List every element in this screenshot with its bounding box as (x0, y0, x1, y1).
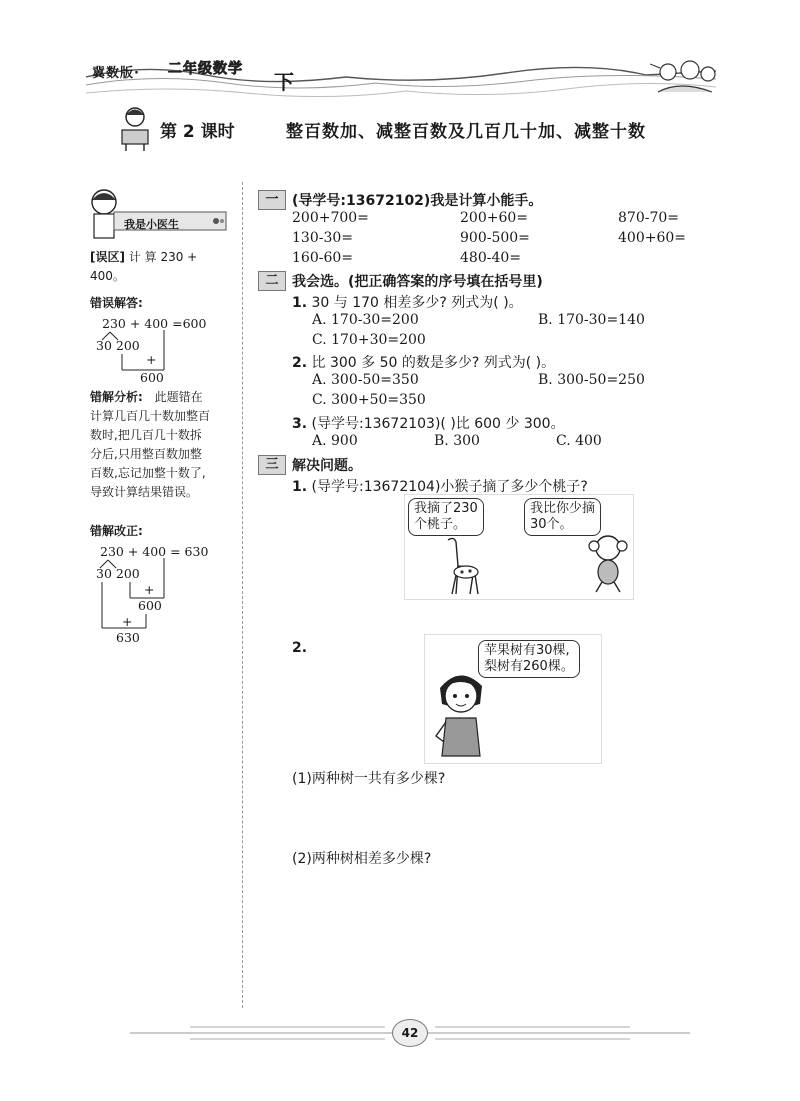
bubble-line: 30个。 (530, 517, 573, 532)
calc-item: 480-40= (460, 250, 521, 266)
girl-speech-bubble (478, 640, 580, 678)
calc-item: 400+60= (618, 230, 686, 246)
section-badge: 二 (258, 271, 286, 291)
question-number: 2. (292, 355, 308, 371)
error-area (90, 248, 232, 286)
wrong-result: 600 (140, 370, 164, 385)
doctor-badge-icon (88, 186, 228, 242)
column-divider (242, 182, 243, 1008)
edition-label: 冀数版· (92, 66, 140, 81)
problem-1 (292, 476, 588, 496)
option-a: A. 300-50=350 (312, 372, 419, 388)
error-area-label: [误区] (90, 250, 125, 264)
calc-item: 200+700= (292, 210, 369, 226)
monkey-speech-bubble (524, 498, 601, 536)
option-c: C. 170+30=200 (312, 332, 426, 348)
analysis-line: 百数,忘记加整十数了, (90, 466, 206, 480)
sidebar-badge-text: 我是小医生 (124, 218, 179, 231)
monkey-icon (586, 532, 630, 594)
question-1 (292, 292, 523, 312)
analysis-line: 数时,把几百几十数拆 (90, 428, 202, 442)
question-number: 3. (292, 416, 308, 432)
section-badge: 三 (258, 455, 286, 475)
calc-item: 160-60= (292, 250, 353, 266)
analysis-line: 此题错在 (154, 390, 203, 404)
page-number: 42 (392, 1019, 428, 1047)
fix-result: 630 (116, 630, 140, 645)
option-c: C. 400 (556, 433, 602, 449)
bubble-line: 个桃子。 (414, 517, 467, 532)
question-3 (292, 413, 565, 433)
option-b: B. 170-30=140 (538, 312, 645, 328)
fix-plus-2: + (122, 614, 133, 629)
calc-item: 870-70= (618, 210, 679, 226)
problem-number: 2. (292, 640, 308, 656)
fix-calc-line: 230 + 400 = 630 (100, 544, 209, 559)
section1-title: (导学号:13672102)我是计算小能手。 (292, 193, 543, 209)
calc-item: 200+60= (460, 210, 528, 226)
bubble-line: 我摘了230 (414, 501, 478, 516)
problem-text: (导学号:13672104)小猴子摘了多少个桃子? (311, 479, 588, 495)
wrong-split: 30 200 (96, 338, 140, 353)
section-badge: 一 (258, 190, 286, 210)
wrong-split-diagram (96, 330, 176, 376)
fix-plus-1: + (144, 582, 155, 597)
analysis-line: 分后,只用整百数加整 (90, 447, 202, 461)
calc-item: 130-30= (292, 230, 353, 246)
question-text: 30 与 170 相差多少? 列式为( )。 (311, 295, 523, 311)
bubble-line: 我比你少摘 (530, 501, 596, 516)
section2-title: 我会选。(把正确答案的序号填在括号里) (292, 274, 543, 290)
question-2 (292, 352, 555, 372)
analysis-line: 导致计算结果错误。 (90, 485, 199, 499)
error-area-text-1: 计 算 230 + (128, 250, 198, 264)
sub-question-2: (2)两种树相差多少棵? (292, 851, 432, 867)
volume-label: 下 (274, 70, 294, 94)
wrong-calc-line: 230 + 400 =600 (102, 316, 207, 331)
kids-cartoon-icon (650, 52, 720, 94)
fix-split: 30 200 (96, 566, 140, 581)
wrong-answer-label: 错误解答: (90, 296, 143, 310)
fix-label: 错解改正: (90, 524, 143, 538)
grade-label: 二年级数学 (168, 61, 243, 77)
giraffe-speech-bubble (408, 498, 484, 536)
fix-mid: 600 (138, 598, 162, 613)
giraffe-icon (440, 536, 484, 596)
option-a: A. 170-30=200 (312, 312, 419, 328)
section3-title: 解决问题。 (292, 458, 362, 474)
option-c: C. 300+50=350 (312, 392, 426, 408)
calc-item: 900-500= (460, 230, 530, 246)
error-area-text-2: 400。 (90, 269, 125, 283)
sub-question-1: (1)两种树一共有多少棵? (292, 771, 446, 787)
question-number: 1. (292, 295, 308, 311)
question-text: 比 300 多 50 的数是多少? 列式为( )。 (311, 355, 556, 371)
option-b: B. 300 (434, 433, 480, 449)
bubble-line: 苹果树有30棵, (484, 643, 570, 658)
girl-icon (430, 664, 490, 760)
question-text: (导学号:13672103)( )比 600 少 300。 (311, 416, 565, 432)
bubble-line: 梨树有260棵。 (484, 659, 574, 674)
lesson-title: 整百数加、减整百数及几百几十加、减整十数 (286, 122, 646, 142)
problem-2 (292, 640, 307, 656)
teacher-at-desk-icon (118, 104, 152, 152)
analysis-block (90, 388, 232, 502)
wrong-plus: + (146, 352, 157, 367)
analysis-label: 错解分析: (90, 390, 143, 404)
option-b: B. 300-50=250 (538, 372, 645, 388)
option-a: A. 900 (312, 433, 358, 449)
analysis-line: 计算几百几十数加整百 (90, 409, 211, 423)
lesson-number: 第 2 课时 (160, 122, 235, 142)
problem-number: 1. (292, 479, 308, 495)
